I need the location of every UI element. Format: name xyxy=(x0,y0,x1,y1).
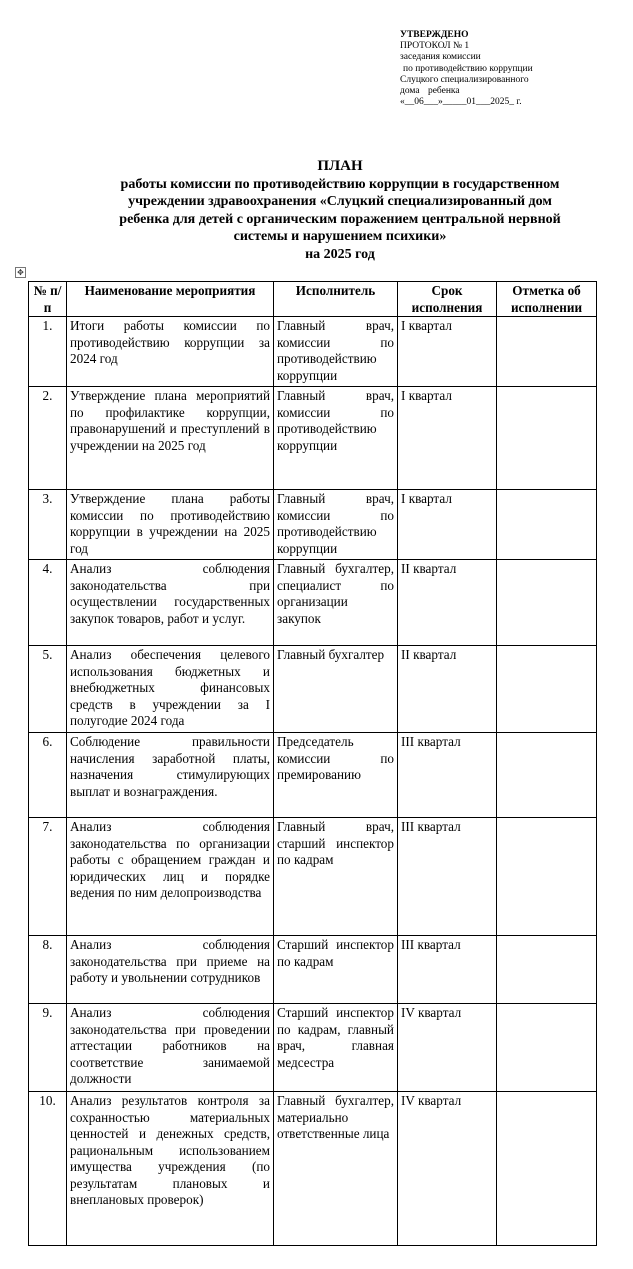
move-handle-icon[interactable]: ✥ xyxy=(15,267,26,278)
row-mark xyxy=(497,818,597,936)
row-activity: Анализ результатов контроля за сохранностью материальных ценностей и денежных средств, рациональным использованием имущества учреждения (по результатам плановых и внеплановых проверок) xyxy=(67,1092,274,1246)
row-executor: Главный бухгалтер, специалист по организации закупок xyxy=(274,560,398,646)
row-activity: Анализ соблюдения законодательства при приеме на работу и увольнении сотрудников xyxy=(67,936,274,1004)
row-activity: Анализ соблюдения законодательства при осуществлении государственных закупок товаров, работ и услуг. xyxy=(67,560,274,646)
row-activity: Анализ соблюдения законодательства по организации работы с обращением граждан и юридических лиц и порядке ведения по ним делопроизводства xyxy=(67,818,274,936)
row-term: I квартал xyxy=(398,317,497,387)
table-row xyxy=(29,646,597,733)
row-mark xyxy=(497,490,597,560)
row-term: III квартал xyxy=(398,733,497,818)
approval-date: «__06___»_____01___2025_ г. xyxy=(400,97,522,108)
row-term: III квартал xyxy=(398,936,497,1004)
row-term: II квартал xyxy=(398,646,497,733)
title-line: ребенка для детей с органическим поражением центральной нервной xyxy=(119,211,561,227)
row-executor: Главный врач, комиссии по противодействию коррупции xyxy=(274,490,398,560)
header-number: № п/п xyxy=(29,282,67,317)
row-term: I квартал xyxy=(398,490,497,560)
approval-protocol: ПРОТОКОЛ № 1 xyxy=(400,41,470,52)
approval-institution-line1: Слуцкого специализированного xyxy=(400,74,529,85)
row-term: IV квартал xyxy=(398,1092,497,1246)
table-row xyxy=(29,387,597,490)
row-number: 9. xyxy=(29,1004,67,1092)
row-mark xyxy=(497,387,597,490)
header-mark: Отметка об исполнении xyxy=(497,282,597,317)
row-number: 3. xyxy=(29,490,67,560)
table-row xyxy=(29,560,597,646)
row-activity: Соблюдение правильности начисления заработной платы, назначения стимулирующих выплат и вознаграждения. xyxy=(67,733,274,818)
plan-table xyxy=(28,281,597,1246)
row-number: 2. xyxy=(29,387,67,490)
row-executor: Главный бухгалтер, материально ответственные лица xyxy=(274,1092,398,1246)
row-mark xyxy=(497,646,597,733)
approval-stamp xyxy=(400,30,533,108)
row-mark xyxy=(497,733,597,818)
row-activity: Утверждение плана работы комиссии по противодействию коррупции в учреждении на 2025 год xyxy=(67,490,274,560)
row-term: I квартал xyxy=(398,387,497,490)
row-mark xyxy=(497,936,597,1004)
header-term: Срок исполнения xyxy=(398,282,497,317)
table-row xyxy=(29,490,597,560)
approval-institution-line2: дома ребенка xyxy=(400,86,460,97)
row-term: II квартал xyxy=(398,560,497,646)
row-number: 1. xyxy=(29,317,67,387)
row-executor: Старший инспектор по кадрам, главный врач, главная медсестра xyxy=(274,1004,398,1092)
row-executor: Старший инспектор по кадрам xyxy=(274,936,398,1004)
table-row xyxy=(29,936,597,1004)
title-line: системы и нарушением психики» xyxy=(233,229,447,244)
title-heading: ПЛАН xyxy=(317,158,363,174)
table-row xyxy=(29,1004,597,1092)
table-row xyxy=(29,818,597,936)
title-line: на 2025 год xyxy=(305,246,375,262)
row-number: 8. xyxy=(29,936,67,1004)
approval-meeting: заседания комиссии xyxy=(400,52,481,63)
header-executor: Исполнитель xyxy=(274,282,398,317)
row-mark xyxy=(497,317,597,387)
row-executor: Главный врач, комиссии по противодействию коррупции xyxy=(274,387,398,490)
row-activity: Утверждение плана мероприятий по профилактике коррупции, правонарушений и преступлений в учреждении на 2025 год xyxy=(67,387,274,490)
row-number: 7. xyxy=(29,818,67,936)
row-mark xyxy=(497,1092,597,1246)
table-row xyxy=(29,317,597,387)
row-number: 10. xyxy=(29,1092,67,1246)
row-activity: Анализ соблюдения законодательства при проведении аттестации работников на соответствие занимаемой должности xyxy=(67,1004,274,1092)
row-number: 6. xyxy=(29,733,67,818)
table-header-row xyxy=(29,282,597,317)
row-number: 4. xyxy=(29,560,67,646)
row-executor: Председатель комиссии по премированию xyxy=(274,733,398,818)
title-line: работы комиссии по противодействию коррупции в государственном xyxy=(120,176,560,192)
row-activity: Итоги работы комиссии по противодействию коррупции за 2024 год xyxy=(67,317,274,387)
row-term: III квартал xyxy=(398,818,497,936)
row-mark xyxy=(497,1004,597,1092)
row-executor: Главный бухгалтер xyxy=(274,646,398,733)
title-line: учреждении здравоохранения «Слуцкий специализированный дом xyxy=(128,194,552,209)
row-activity: Анализ обеспечения целевого использования бюджетных и внебюджетных финансовых средств в учреждении за I полугодие 2024 года xyxy=(67,646,274,733)
approval-heading: УТВЕРЖДЕНО xyxy=(400,30,469,40)
row-executor: Главный врач, комиссии по противодействию коррупции xyxy=(274,317,398,387)
table-row xyxy=(29,733,597,818)
row-executor: Главный врач, старший инспектор по кадрам xyxy=(274,818,398,936)
row-number: 5. xyxy=(29,646,67,733)
table-row xyxy=(29,1092,597,1246)
row-mark xyxy=(497,560,597,646)
header-activity: Наименование мероприятия xyxy=(67,282,274,317)
approval-commission: по противодействию коррупции xyxy=(403,63,533,74)
row-term: IV квартал xyxy=(398,1004,497,1092)
document-title xyxy=(60,158,620,263)
